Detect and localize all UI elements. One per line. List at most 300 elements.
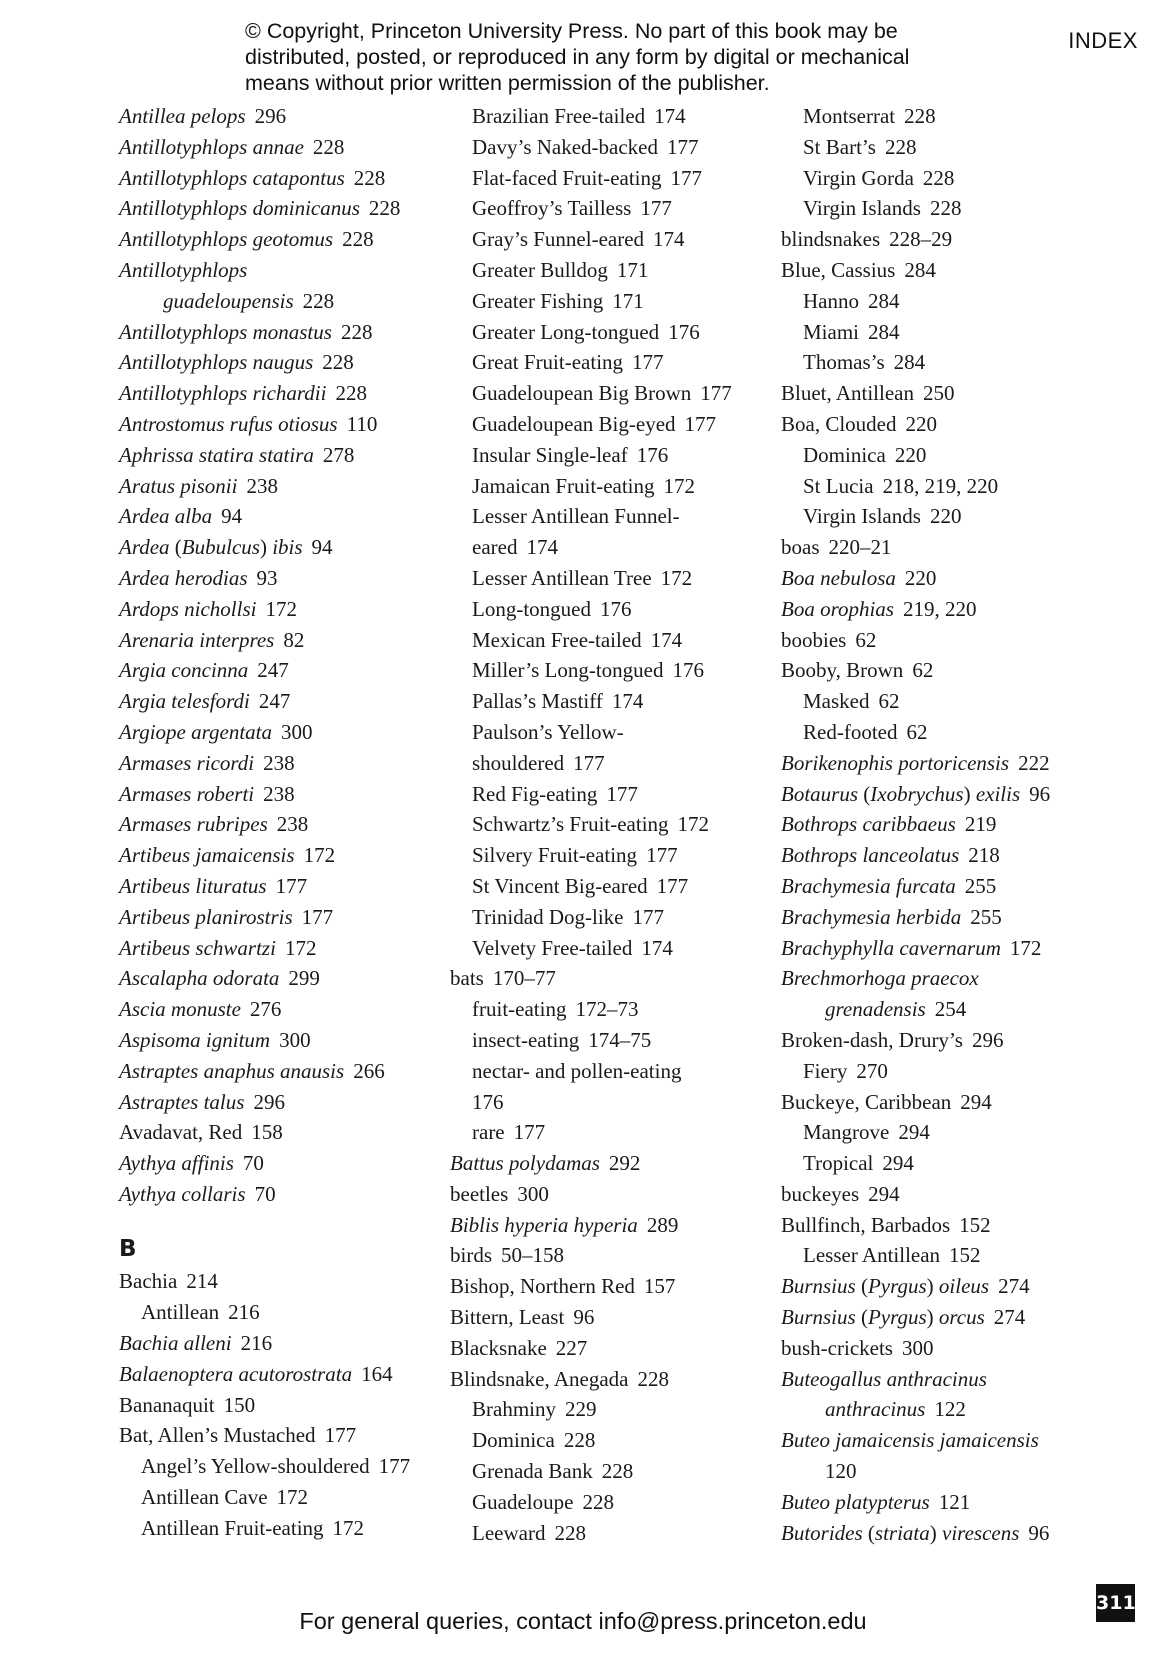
index-entry (119, 779, 459, 810)
index-page-ref: 220 (905, 411, 937, 436)
index-term: Artibeus schwartzi (119, 935, 276, 960)
index-page-ref: 158 (251, 1120, 283, 1145)
index-page-ref: 296 (971, 1027, 1004, 1052)
index-entry (119, 686, 459, 717)
index-page-ref: 93 (256, 565, 278, 590)
index-page-ref: 294 (960, 1089, 992, 1114)
index-term: Montserrat (803, 104, 896, 128)
index-page-ref: 247 (257, 658, 289, 683)
index-page-ref: 289 (646, 1212, 679, 1237)
index-term: Silvery Fruit-eating (472, 843, 638, 868)
index-term: Avadavat, Red (119, 1120, 243, 1145)
index-term: Greater Bulldog (472, 257, 608, 282)
index-page-ref: 177 (301, 904, 334, 929)
index-page-ref: 228 (312, 134, 345, 159)
index-entry (781, 286, 1141, 317)
index-term: Astraptes talus (119, 1089, 245, 1114)
index-term: Buteo jamaicensis jamaicensis (781, 1428, 1039, 1453)
index-page-ref: 121 (938, 1489, 971, 1514)
index-page-ref: 62 (878, 689, 900, 714)
index-term: Insular Single-leaf (472, 442, 628, 467)
index-term: Antillotyphlops monastus (119, 319, 332, 344)
index-entry (450, 132, 790, 163)
index-term: Burnsius (Pyrgus) orcus (781, 1305, 985, 1330)
index-term: Antillotyphlops naugus (119, 350, 314, 375)
index-term: Aythya collaris (119, 1181, 246, 1206)
index-term: anthracinus (825, 1397, 926, 1422)
index-entry (781, 1025, 1141, 1056)
index-entry (119, 347, 459, 378)
index-term: Armases roberti (119, 781, 255, 806)
index-term: bats (450, 966, 484, 991)
index-page-ref: 284 (904, 257, 936, 282)
section-label: INDEX (1068, 28, 1138, 53)
index-term: Burnsius (Pyrgus) oileus (781, 1274, 990, 1299)
index-entry (781, 255, 1141, 286)
index-term: Biblis hyperia hyperia (450, 1212, 638, 1237)
index-page-ref: 62 (855, 627, 877, 652)
index-entry (450, 686, 790, 717)
index-page-ref: 214 (186, 1269, 218, 1294)
index-page-ref: 172 (332, 1515, 365, 1540)
index-entry (450, 1271, 790, 1302)
index-term: Brachymesia herbida (781, 904, 962, 929)
index-entry (781, 655, 1141, 686)
index-entry (781, 163, 1141, 194)
index-page-ref: 218 (968, 843, 1000, 868)
index-entry (781, 1302, 1141, 1333)
index-page-ref: 177 (378, 1454, 411, 1479)
index-term: Ardea alba (119, 504, 213, 529)
index-entry (119, 1420, 459, 1451)
index-page-ref: 255 (964, 873, 997, 898)
index-entry (119, 809, 459, 840)
index-entry (119, 840, 459, 871)
index-term: Booby, Brown (781, 658, 904, 683)
index-page-ref: 228 (922, 165, 955, 190)
index-term: Tropical (803, 1151, 874, 1176)
index-entry (119, 1482, 459, 1513)
index-entry (119, 625, 459, 656)
index-entry (450, 317, 790, 348)
index-entry (119, 902, 459, 933)
index-entry (781, 1240, 1141, 1271)
index-term: Artibeus planirostris (119, 904, 293, 929)
index-entry (119, 1297, 459, 1328)
index-term: Astraptes anaphus anausis (119, 1058, 345, 1083)
index-page-ref: 266 (353, 1058, 385, 1083)
index-entry (781, 1394, 1141, 1425)
index-page-ref: 176 (636, 442, 669, 467)
index-term: Lesser Antillean Funnel- (472, 504, 680, 529)
index-entry (119, 563, 459, 594)
index-entry (119, 1266, 459, 1297)
index-entry (119, 871, 459, 902)
index-column-3 (781, 101, 1141, 1548)
index-entry (781, 378, 1141, 409)
index-term: Boa orophias (781, 596, 894, 621)
index-entry (781, 1487, 1141, 1518)
footer-contact: For general queries, contact info@press.princeton.edu (299, 1608, 867, 1634)
index-page-ref: 219, 220 (902, 596, 977, 621)
index-term: Arenaria interpres (119, 627, 275, 652)
index-page-ref: 300 (279, 1027, 311, 1052)
index-term: Red-footed (803, 719, 898, 744)
index-entry (450, 286, 790, 317)
index-entry (450, 748, 790, 779)
index-entry (450, 532, 790, 563)
index-term: Butorides (striata) virescens (781, 1520, 1020, 1545)
index-page-ref: 172 (1009, 935, 1042, 960)
index-term: Bothrops lanceolatus (781, 843, 960, 868)
index-entry (781, 1271, 1141, 1302)
index-page-ref: 228 (368, 196, 401, 221)
index-entry (450, 1518, 790, 1549)
index-term: Great Fruit-eating (472, 350, 624, 375)
index-term: Flat-faced Fruit-eating (472, 165, 662, 190)
index-entry (119, 286, 459, 317)
index-page-ref: 172 (284, 935, 317, 960)
index-entry (781, 563, 1141, 594)
index-entry (450, 1056, 790, 1087)
index-entry (119, 994, 459, 1025)
index-entry (119, 933, 459, 964)
index-entry (450, 902, 790, 933)
index-entry (781, 871, 1141, 902)
index-page-ref: 177 (632, 904, 664, 929)
index-term: Aythya affinis (119, 1151, 234, 1176)
index-term: buckeyes (781, 1181, 860, 1206)
index-term: nectar- and pollen-eating (472, 1058, 682, 1083)
index-page-ref: 171 (612, 288, 644, 313)
index-term: Bothrops caribbaeus (781, 812, 956, 837)
index-entry (119, 1148, 459, 1179)
index-page-ref: 174 (654, 104, 686, 128)
index-entry (119, 1117, 459, 1148)
index-entry (450, 224, 790, 255)
index-page-ref: 62 (906, 719, 928, 744)
index-entry (119, 532, 459, 563)
index-term: blindsnakes (781, 227, 881, 252)
index-page-ref: 228 (601, 1459, 634, 1484)
index-page-ref: 300 (281, 719, 313, 744)
index-term: Leeward (472, 1520, 546, 1545)
index-entry (781, 1117, 1141, 1148)
index-term: Velvety Free-tailed (472, 935, 633, 960)
index-entry (450, 625, 790, 656)
index-page-ref: 228 (353, 165, 386, 190)
index-page-ref: 218, 219, 220 (882, 473, 999, 498)
index-page-ref: 174 (526, 535, 558, 560)
index-page-ref: 216 (228, 1300, 260, 1325)
index-term: Antillotyphlops richardii (119, 381, 327, 406)
index-entry (119, 101, 459, 132)
index-page-ref: 96 (1028, 1520, 1050, 1545)
index-page-ref: 96 (573, 1305, 595, 1330)
index-term: Lesser Antillean Tree (472, 565, 652, 590)
index-term: Antillotyphlops geotomus (119, 227, 334, 252)
index-entry (450, 809, 790, 840)
index-page-ref: 284 (893, 350, 926, 375)
index-entry (450, 1364, 790, 1395)
index-page-ref: 172 (677, 812, 710, 837)
index-entry (119, 409, 459, 440)
index-page-ref: 247 (258, 689, 291, 714)
index-page-ref: 276 (249, 997, 282, 1022)
index-page-ref: 220–21 (828, 535, 892, 560)
index-term: Guadeloupean Big-eyed (472, 411, 676, 436)
index-page-ref: 177 (646, 843, 678, 868)
index-page-ref: 174 (641, 935, 673, 960)
index-entry (119, 1056, 459, 1087)
index-entry (781, 1210, 1141, 1241)
index-entry (781, 963, 1141, 994)
index-page-ref: 228 (637, 1366, 669, 1391)
index-page-ref: 177 (667, 134, 699, 159)
index-entry (781, 748, 1141, 779)
index-entry (450, 963, 790, 994)
index-page-ref: 274 (998, 1274, 1030, 1299)
index-entry (450, 594, 790, 625)
index-page-ref: 177 (632, 350, 664, 375)
index-term: guadeloupensis (163, 288, 294, 313)
index-term: Armases rubripes (119, 812, 268, 837)
index-term: Virgin Gorda (803, 165, 914, 190)
index-entry (781, 1087, 1141, 1118)
index-page-ref: 284 (868, 288, 900, 313)
index-term: Brahminy (472, 1397, 556, 1422)
index-entry (119, 655, 459, 686)
index-page-ref: 170–77 (492, 966, 556, 991)
index-page-ref: 216 (240, 1331, 273, 1356)
index-entry (450, 1333, 790, 1364)
index-term: Brechmorhoga praecox (781, 966, 979, 991)
index-page-ref: 229 (565, 1397, 597, 1422)
index-column-1 (119, 101, 459, 1544)
index-term: Armases ricordi (119, 750, 255, 775)
index-term: Ardea herodias (119, 565, 248, 590)
index-page-ref: 220 (894, 442, 927, 467)
index-term: Angel’s Yellow-shouldered (141, 1454, 370, 1479)
index-entry (781, 717, 1141, 748)
index-term: Jamaican Fruit-eating (472, 473, 655, 498)
index-entry (781, 625, 1141, 656)
index-entry (119, 963, 459, 994)
index-entry (119, 255, 459, 286)
index-entry (781, 132, 1141, 163)
index-term: Antillotyphlops catapontus (119, 165, 345, 190)
index-page-ref: 250 (922, 381, 955, 406)
index-entry (450, 994, 790, 1025)
index-term: Trinidad Dog-like (472, 904, 624, 929)
index-entry (781, 193, 1141, 224)
index-term: Aphrissa statira statira (119, 442, 314, 467)
index-term: Buckeye, Caribbean (781, 1089, 952, 1114)
index-entry (450, 193, 790, 224)
index-entry (450, 1425, 790, 1456)
index-page-ref: 96 (1029, 781, 1051, 806)
index-page-ref: 238 (276, 812, 309, 837)
index-term: Antillea pelops (119, 104, 246, 128)
index-page-ref: 296 (254, 104, 287, 128)
index-term: Aspisoma ignitum (119, 1027, 271, 1052)
index-term: Mangrove (803, 1120, 890, 1145)
index-term: Boa nebulosa (781, 565, 896, 590)
index-term: Broken-dash, Drury’s (781, 1027, 963, 1052)
index-page-ref: 70 (254, 1181, 276, 1206)
index-page-ref: 227 (555, 1335, 588, 1360)
index-term: shouldered (472, 750, 565, 775)
index-entry (781, 1333, 1141, 1364)
index-page-ref: 228 (335, 381, 367, 406)
index-term: Bullfinch, Barbados (781, 1212, 951, 1237)
index-entry (119, 1359, 459, 1390)
index-page-ref: 238 (263, 781, 295, 806)
index-page-ref: 172 (303, 843, 336, 868)
index-term: Ardops nichollsi (119, 596, 257, 621)
index-term: Dominica (472, 1428, 555, 1453)
index-term: 120 (825, 1459, 857, 1484)
index-term: Bat, Allen’s Mustached (119, 1423, 316, 1448)
index-entry (450, 163, 790, 194)
index-entry (781, 994, 1141, 1025)
index-entry (781, 1148, 1141, 1179)
index-term: Bishop, Northern Red (450, 1274, 635, 1299)
index-term: Guadeloupe (472, 1489, 574, 1514)
index-page-ref: 300 (517, 1181, 549, 1206)
index-entry (119, 132, 459, 163)
index-entry (450, 1179, 790, 1210)
index-term: Gray’s Funnel-eared (472, 227, 645, 252)
index-term: Thomas’s (803, 350, 885, 375)
index-page-ref: 278 (322, 442, 355, 467)
index-term: Virgin Islands (803, 196, 921, 221)
index-entry (450, 1456, 790, 1487)
index-term: Balaenoptera acutorostrata (119, 1361, 353, 1386)
index-page-ref: 238 (263, 750, 295, 775)
index-term: Artibeus jamaicensis (119, 843, 295, 868)
index-term: St Vincent Big-eared (472, 873, 648, 898)
index-entry (119, 471, 459, 502)
index-entry (119, 163, 459, 194)
index-term: Antillotyphlops dominicanus (119, 196, 360, 221)
index-page-ref: 70 (242, 1151, 264, 1176)
index-term: Borikenophis portoricensis (781, 750, 1010, 775)
index-page-ref: 152 (959, 1212, 991, 1237)
index-term: Brachymesia furcata (781, 873, 956, 898)
index-term: Davy’s Naked-backed (472, 134, 659, 159)
index-term: boobies (781, 627, 847, 652)
index-term: Aratus pisonii (119, 473, 238, 498)
index-term: Buteogallus anthracinus (781, 1366, 987, 1391)
index-entry (781, 594, 1141, 625)
index-term: rare (472, 1120, 505, 1145)
index-term: Paulson’s Yellow- (472, 719, 624, 744)
index-entry (119, 440, 459, 471)
index-term: St Bart’s (803, 134, 876, 159)
index-entry (450, 101, 790, 132)
index-entry (450, 1117, 790, 1148)
index-page-ref: 228 (302, 288, 335, 313)
index-entry (119, 501, 459, 532)
index-term: Ardea (Bubulcus) ibis (119, 535, 303, 560)
index-entry (450, 1487, 790, 1518)
index-page-ref: 50–158 (501, 1243, 564, 1268)
index-term: Argia concinna (119, 658, 249, 683)
index-entry (450, 255, 790, 286)
index-entry (450, 378, 790, 409)
page-number: 311 (1096, 1584, 1135, 1622)
index-page-ref: 294 (882, 1151, 914, 1176)
index-page-ref: 152 (949, 1243, 981, 1268)
index-entry (781, 471, 1141, 502)
index-entry (450, 501, 790, 532)
index-term: birds (450, 1243, 492, 1268)
index-page-ref: 255 (970, 904, 1002, 929)
index-page-ref: 177 (640, 196, 672, 221)
index-page-ref: 176 (672, 658, 705, 683)
index-entry (450, 933, 790, 964)
index-term: beetles (450, 1181, 509, 1206)
index-page-ref: 228 (582, 1489, 614, 1514)
index-term: Greater Fishing (472, 288, 604, 313)
index-entry (450, 1302, 790, 1333)
index-entry (781, 317, 1141, 348)
index-term: grenadensis (825, 997, 926, 1022)
index-entry (450, 1240, 790, 1271)
index-page-ref: 300 (901, 1335, 934, 1360)
index-term: Bluet, Antillean (781, 381, 914, 406)
index-term: Ascalapha odorata (119, 966, 280, 991)
index-page-ref: 294 (868, 1181, 900, 1206)
index-entry (781, 101, 1141, 132)
index-page-ref: 220 (904, 565, 937, 590)
index-term: Antillotyphlops (119, 257, 248, 282)
index-entry (450, 440, 790, 471)
index-term: Bachia (119, 1269, 178, 1294)
index-page-ref: 172–73 (575, 997, 639, 1022)
index-page-ref: 171 (616, 257, 649, 282)
index-entry (119, 594, 459, 625)
index-page-ref: 157 (643, 1274, 676, 1299)
index-page-ref: 94 (311, 535, 333, 560)
index-entry (450, 563, 790, 594)
index-page-ref: 228 (929, 196, 962, 221)
index-letter-heading: B (119, 1235, 137, 1262)
index-page-ref: 228 (340, 319, 373, 344)
index-term: Red Fig-eating (472, 781, 598, 806)
index-page-ref: 222 (1018, 750, 1050, 775)
index-entry (119, 378, 459, 409)
index-term: Brachyphylla cavernarum (781, 935, 1001, 960)
index-page-ref: 177 (324, 1423, 357, 1448)
index-entry (119, 1025, 459, 1056)
index-term: Greater Long-tongued (472, 319, 660, 344)
index-entry (781, 779, 1141, 810)
index-entry (119, 1328, 459, 1359)
index-page-ref: 228 (563, 1428, 596, 1453)
index-term: Bananaquit (119, 1392, 215, 1417)
index-page-ref: 177 (513, 1120, 546, 1145)
index-entry (450, 409, 790, 440)
index-page-ref: 172 (663, 473, 696, 498)
index-page-ref: 177 (656, 873, 689, 898)
index-page-ref: 177 (684, 411, 717, 436)
index-term: insect-eating (472, 1027, 580, 1052)
index-term: boas (781, 535, 820, 560)
index-term: Dominica (803, 442, 886, 467)
index-term: Ascia monuste (119, 997, 241, 1022)
